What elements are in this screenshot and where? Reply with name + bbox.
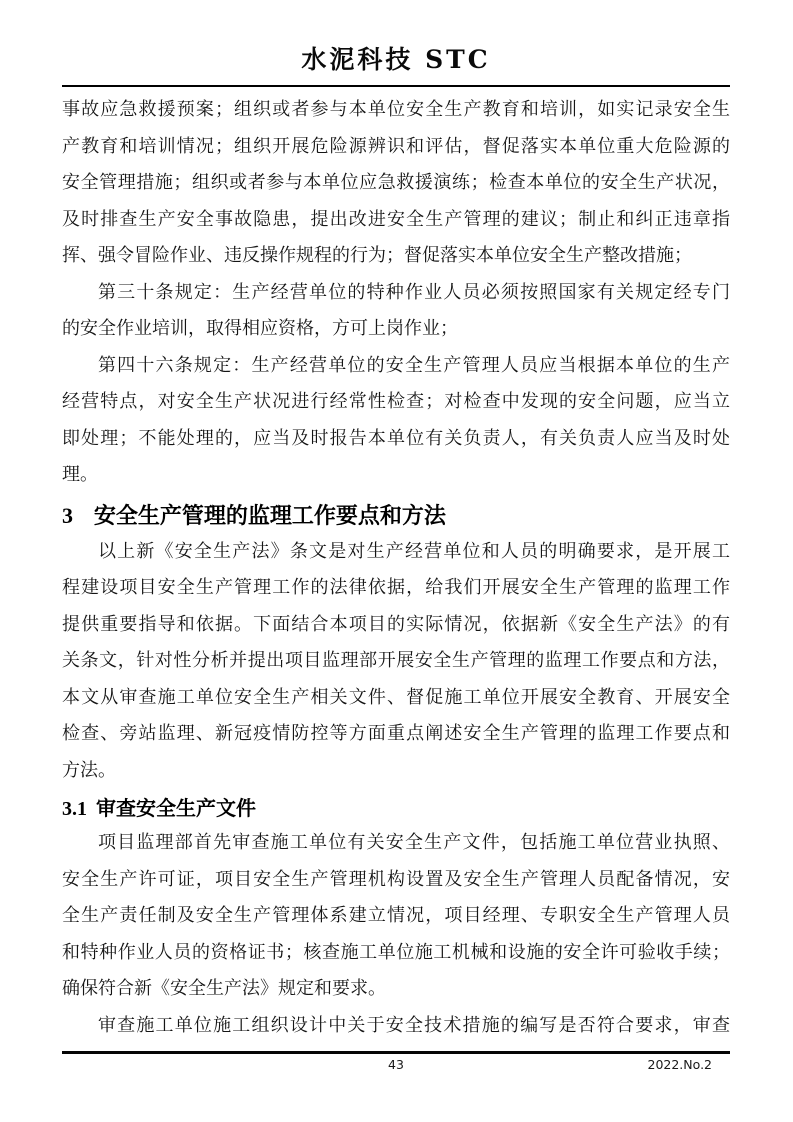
- text-line: 本文从审查施工单位安全生产相关文件、督促施工单位开展安全教育、开展安全: [62, 686, 730, 707]
- text-line: 以上新《安全生产法》条文是对生产经营单位和人员的明确要求，是开展工: [98, 540, 730, 561]
- page-footer: [62, 1051, 730, 1078]
- heading-number: 3.1: [62, 798, 87, 820]
- subsection-heading: [62, 792, 730, 824]
- text-line: 挥、强令冒险作业、违反操作规程的行为；督促落实本单位安全生产整改措施；: [62, 245, 692, 265]
- text-line: 和特种作业人员的资格证书；核查施工单位施工机械和设施的安全许可验收手续；: [62, 941, 730, 962]
- text-line: 审查施工单位施工组织设计中关于安全技术措施的编写是否符合要求，审查: [98, 1014, 730, 1035]
- text-line: 关条文，针对性分析并提出项目监理部开展安全生产管理的监理工作要点和方法，: [62, 650, 730, 670]
- text-line: 方法。: [62, 759, 116, 780]
- heading-text: 安全生产管理的监理工作要点和方法: [93, 503, 446, 529]
- text-line: 理。: [62, 464, 98, 484]
- footer-row: [62, 1054, 730, 1078]
- text-line: 确保符合新《安全生产法》规定和要求。: [62, 978, 386, 998]
- text-line: 全生产责任制及安全生产管理体系建立情况，项目经理、专职安全生产管理人员: [62, 905, 730, 925]
- text-line: 安全生产许可证，项目安全生产管理机构设置及安全生产管理人员配备情况，安: [62, 868, 730, 889]
- text-line: 产教育和培训情况；组织开展危险源辨识和评估，督促落实本单位重大危险源的: [62, 135, 730, 156]
- text-line: 项目监理部首先审查施工单位有关安全生产文件，包括施工单位营业执照、: [98, 832, 730, 852]
- text-line: 的安全作业培训，取得相应资格，方可上岗作业；: [62, 318, 458, 338]
- document-body: [62, 87, 730, 1043]
- text-line: 及时排查生产安全事故隐患，提出改进安全生产管理的建议；制止和纠正违章指: [62, 208, 730, 229]
- journal-title: 水泥科技 STC: [301, 45, 491, 74]
- text-line: 检查、旁站监理、新冠疫情防控等方面重点阐述安全生产管理的监理工作要点和: [62, 723, 730, 743]
- paragraph: [62, 347, 730, 493]
- text-line: 即处理；不能处理的，应当及时报告本单位有关负责人，有关负责人应当及时处: [62, 427, 730, 448]
- text-line: 安全管理措施；组织或者参与本单位应急救援演练；检查本单位的安全生产状况，: [62, 172, 730, 192]
- text-line: 经营特点，对安全生产状况进行经常性检查；对检查中发现的安全问题，应当立: [62, 391, 730, 411]
- paragraph: [62, 533, 730, 789]
- page-content: [62, 0, 730, 1043]
- text-line: 程建设项目安全生产管理工作的法律依据，给我们开展安全生产管理的监理工作: [62, 577, 730, 597]
- footer-page-number: 43: [388, 1057, 404, 1072]
- text-line: 事故应急救援预案；组织或者参与本单位安全生产教育和培训，如实记录安全生: [62, 99, 730, 119]
- paragraph: [62, 1007, 730, 1044]
- section-heading: [62, 499, 730, 533]
- text-line: 提供重要指导和依据。下面结合本项目的实际情况，依据新《安全生产法》的有: [62, 613, 730, 634]
- paragraph: [62, 824, 730, 1007]
- heading-text: 审查安全生产文件: [96, 796, 256, 820]
- paragraph: [62, 274, 730, 347]
- text-line: 第四十六条规定：生产经营单位的安全生产管理人员应当根据本单位的生产: [98, 354, 730, 375]
- footer-issue-label: 2022.No.2: [647, 1057, 712, 1072]
- heading-number: 3: [62, 502, 73, 528]
- page-header: [62, 0, 730, 87]
- paragraph: [62, 91, 730, 274]
- text-line: 第三十条规定：生产经营单位的特种作业人员必须按照国家有关规定经专门: [98, 281, 730, 302]
